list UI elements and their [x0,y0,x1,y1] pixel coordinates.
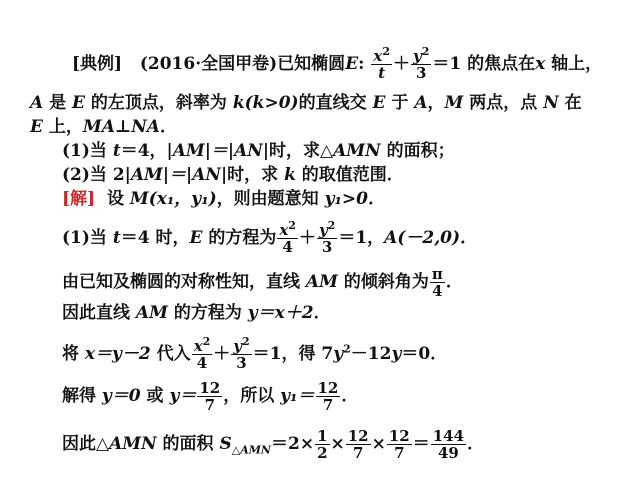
fraction-12-over-7-b: $\frac{12}{7}$ [317,379,339,414]
axis-word: 轴上， [551,54,603,74]
solution-line-1: [解] 设 M(x₁，y₁)，则由题意知 y₁>0． [62,189,386,209]
colon: : [358,54,365,74]
solution-line-5: 将 x＝y－2 代入 $\frac{x^2}{4}$ ＋ $\frac{y^2}{3}$ ＝1，得 $7y^2-12y=0$． [62,335,448,372]
solution-line-3: 由已知及椭圆的对称性知，直线 AM 的倾斜角为 $\frac{\pi}{4}$ ． [62,265,463,300]
problem-intro: 已知椭圆 [277,54,346,74]
fraction-pi-over-4: $\frac{\pi}{4}$ [431,265,443,300]
fraction-x2-over-4-b: $\frac{x^2}{4}$ [193,335,211,372]
fraction-y2-over-3-c: $\frac{y^2}{3}$ [233,335,250,372]
solution-line-7: 因此△AMN 的面积 $S_{\triangle AMN}=2\times$ $\frac{1}{2}$ × $\frac{12}{7}$ × $\frac{12}{7}$ ＝ $\frac{144}{49}$ ． [62,427,485,462]
problem-line-1: [典例] (2016·全国甲卷)已知椭圆E: $\frac{x^2}{t}$ ＋ $\frac{y^2}{3}$ ＝1 的焦点在x 轴上， [72,45,603,82]
question-2: (2)当 2|AM|＝|AN|时，求 k 的取值范围． [62,165,404,185]
solution-line-6: 解得 y＝0 或 y＝ $\frac{12}{7}$ ，所以 y₁＝ $\frac{12}{7}$ ． [62,379,359,414]
fraction-12-over-7-d: $\frac{12}{7}$ [388,427,410,462]
fraction-answer: $\frac{144}{49}$ [432,427,465,462]
x-axis-var: x [535,54,546,74]
problem-line-3: E 上，MA⊥NA． [30,117,177,137]
question-1: (1)当 t＝4，|AM|＝|AN|时，求△AMN 的面积； [62,141,455,161]
fraction-y2-over-3-b: $\frac{y^2}{3}$ [318,219,336,256]
ellipse-label: E [345,54,359,74]
problem-line-2: A 是 E 的左顶点，斜率为 k(k>0)的直线交 E 于 A，M 两点，点 N 在 [30,93,582,113]
equation-rest: ＝1 的焦点在 [432,54,536,74]
fraction-1-over-2: $\frac{1}{2}$ [317,427,328,462]
problem-source: (2016·全国甲卷) [139,54,278,74]
solution-line-4: 因此直线 AM 的方程为 y＝x＋2． [62,303,331,323]
fraction-12-over-7-c: $\frac{12}{7}$ [347,427,369,462]
solution-line-2: (1)当 t＝4 时，E 的方程为 $\frac{x^2}{4}$ ＋ $\frac{y^2}{3}$ ＝1，A(－2,0)． [62,219,478,256]
fraction-y2-over-3: $\frac{y^2}{3}$ [412,45,430,82]
example-tag: [典例] [72,54,123,74]
solution-tag: [解] [62,189,96,209]
fraction-12-over-7: $\frac{12}{7}$ [199,379,221,414]
fraction-x2-over-4: $\frac{x^2}{4}$ [279,219,296,256]
fraction-x2-over-t: $\frac{x^2}{t}$ [373,45,390,82]
